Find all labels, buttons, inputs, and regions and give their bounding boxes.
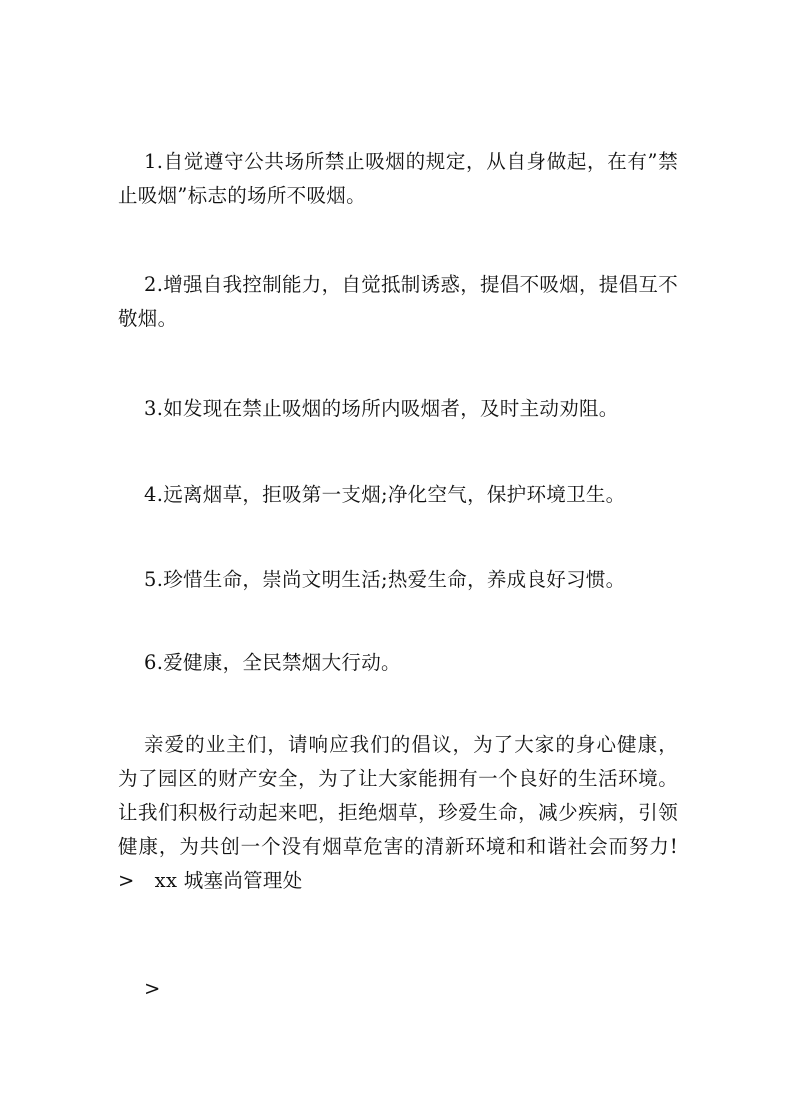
proposal-item-2: 2.增强自我控制能力，自觉抵制诱惑，提倡不吸烟，提倡互不敬烟。 bbox=[118, 273, 679, 330]
closing-paragraph bbox=[118, 728, 678, 898]
trailing-marker: > bbox=[144, 977, 161, 1000]
proposal-item-4: 4.远离烟草，拒吸第一支烟;净化空气，保护环境卫生。 bbox=[144, 483, 626, 506]
proposal-item-6: 6.爱健康，全民禁烟大行动。 bbox=[144, 651, 401, 674]
signature: xx 城塞尚管理处 bbox=[154, 869, 303, 892]
proposal-item-1: 1.自觉遵守公共场所禁止吸烟的规定，从自身做起，在有”禁止吸烟”标志的场所不吸烟。 bbox=[118, 150, 678, 207]
closing-text: 亲爱的业主们，请响应我们的倡议，为了大家的身心健康，为了园区的财产安全，为了让大家能拥有一个良好的生活环境。让我们积极行动起来吧，拒绝烟草，珍爱生命，减少疾病，引领健康，为共创一个没有烟草危害的清新环境和和谐社会而努力! > bbox=[118, 733, 678, 892]
proposal-item-5: 5.珍惜生命，崇尚文明生活;热爱生命，养成良好习惯。 bbox=[144, 568, 626, 591]
proposal-item-3: 3.如发现在禁止吸烟的场所内吸烟者，及时主动劝阻。 bbox=[144, 397, 619, 420]
